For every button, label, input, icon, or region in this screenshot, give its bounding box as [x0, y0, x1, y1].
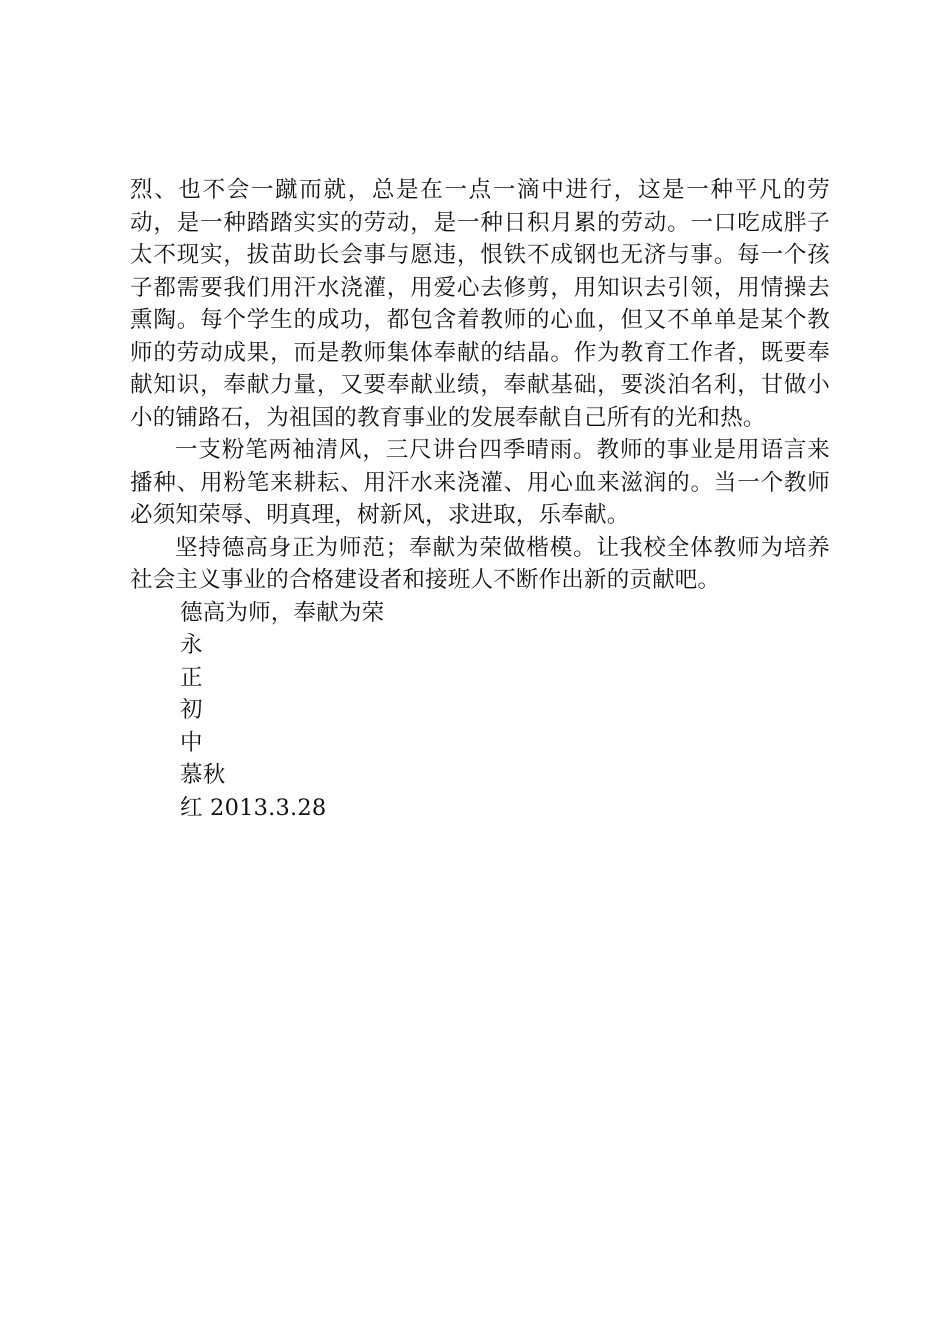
document-body [130, 174, 830, 824]
signature-block [130, 597, 830, 825]
signature-line: 初 [180, 697, 203, 723]
signature-line: 正 [180, 664, 203, 691]
paragraph-conclusion: 坚持德高身正为师范；奉献为荣做楷模。让我校全体教师为培养社会主义事业的合格建设者和接班人不断作出新的贡献吧。 [130, 534, 830, 593]
paragraph-continuation: 烈、也不会一蹴而就，总是在一点一滴中进行，这是一种平凡的劳动，是一种踏踏实实的劳动，是一种日积月累的劳动。一口吃成胖子太不现实，拔苗助长会事与愿违，恨铁不成钢也无济与事。每一个孩子都需要我们用汗水浇灌，用爱心去修剪，用知识去引领，用情操去熏陶。每个学生的成功，都包含着教师的心血，但又不单单是某个教师的劳动成果，而是教师集体奉献的结晶。作为教育工作者，既要奉献知识，奉献力量，又要奉献业绩，奉献基础，要淡泊名利，甘做小小的铺路石，为祖国的教育事业的发展奉献自己所有的光和热。 [130, 177, 830, 431]
paragraph-chalk: 一支粉笔两袖清风，三尺讲台四季晴雨。教师的事业是用语言来播种、用粉笔来耕耘、用汗水来浇灌、用心血来滋润的。当一个教师必须知荣辱、明真理，树新风，求进取，乐奉献。 [130, 437, 830, 528]
signature-line: 永 [180, 632, 203, 658]
signature-title: 德高为师，奉献为荣 [180, 599, 385, 626]
signature-date: 红 2013.3.28 [180, 794, 327, 821]
signature-line: 慕秋 [180, 762, 226, 788]
signature-line: 中 [180, 729, 203, 756]
